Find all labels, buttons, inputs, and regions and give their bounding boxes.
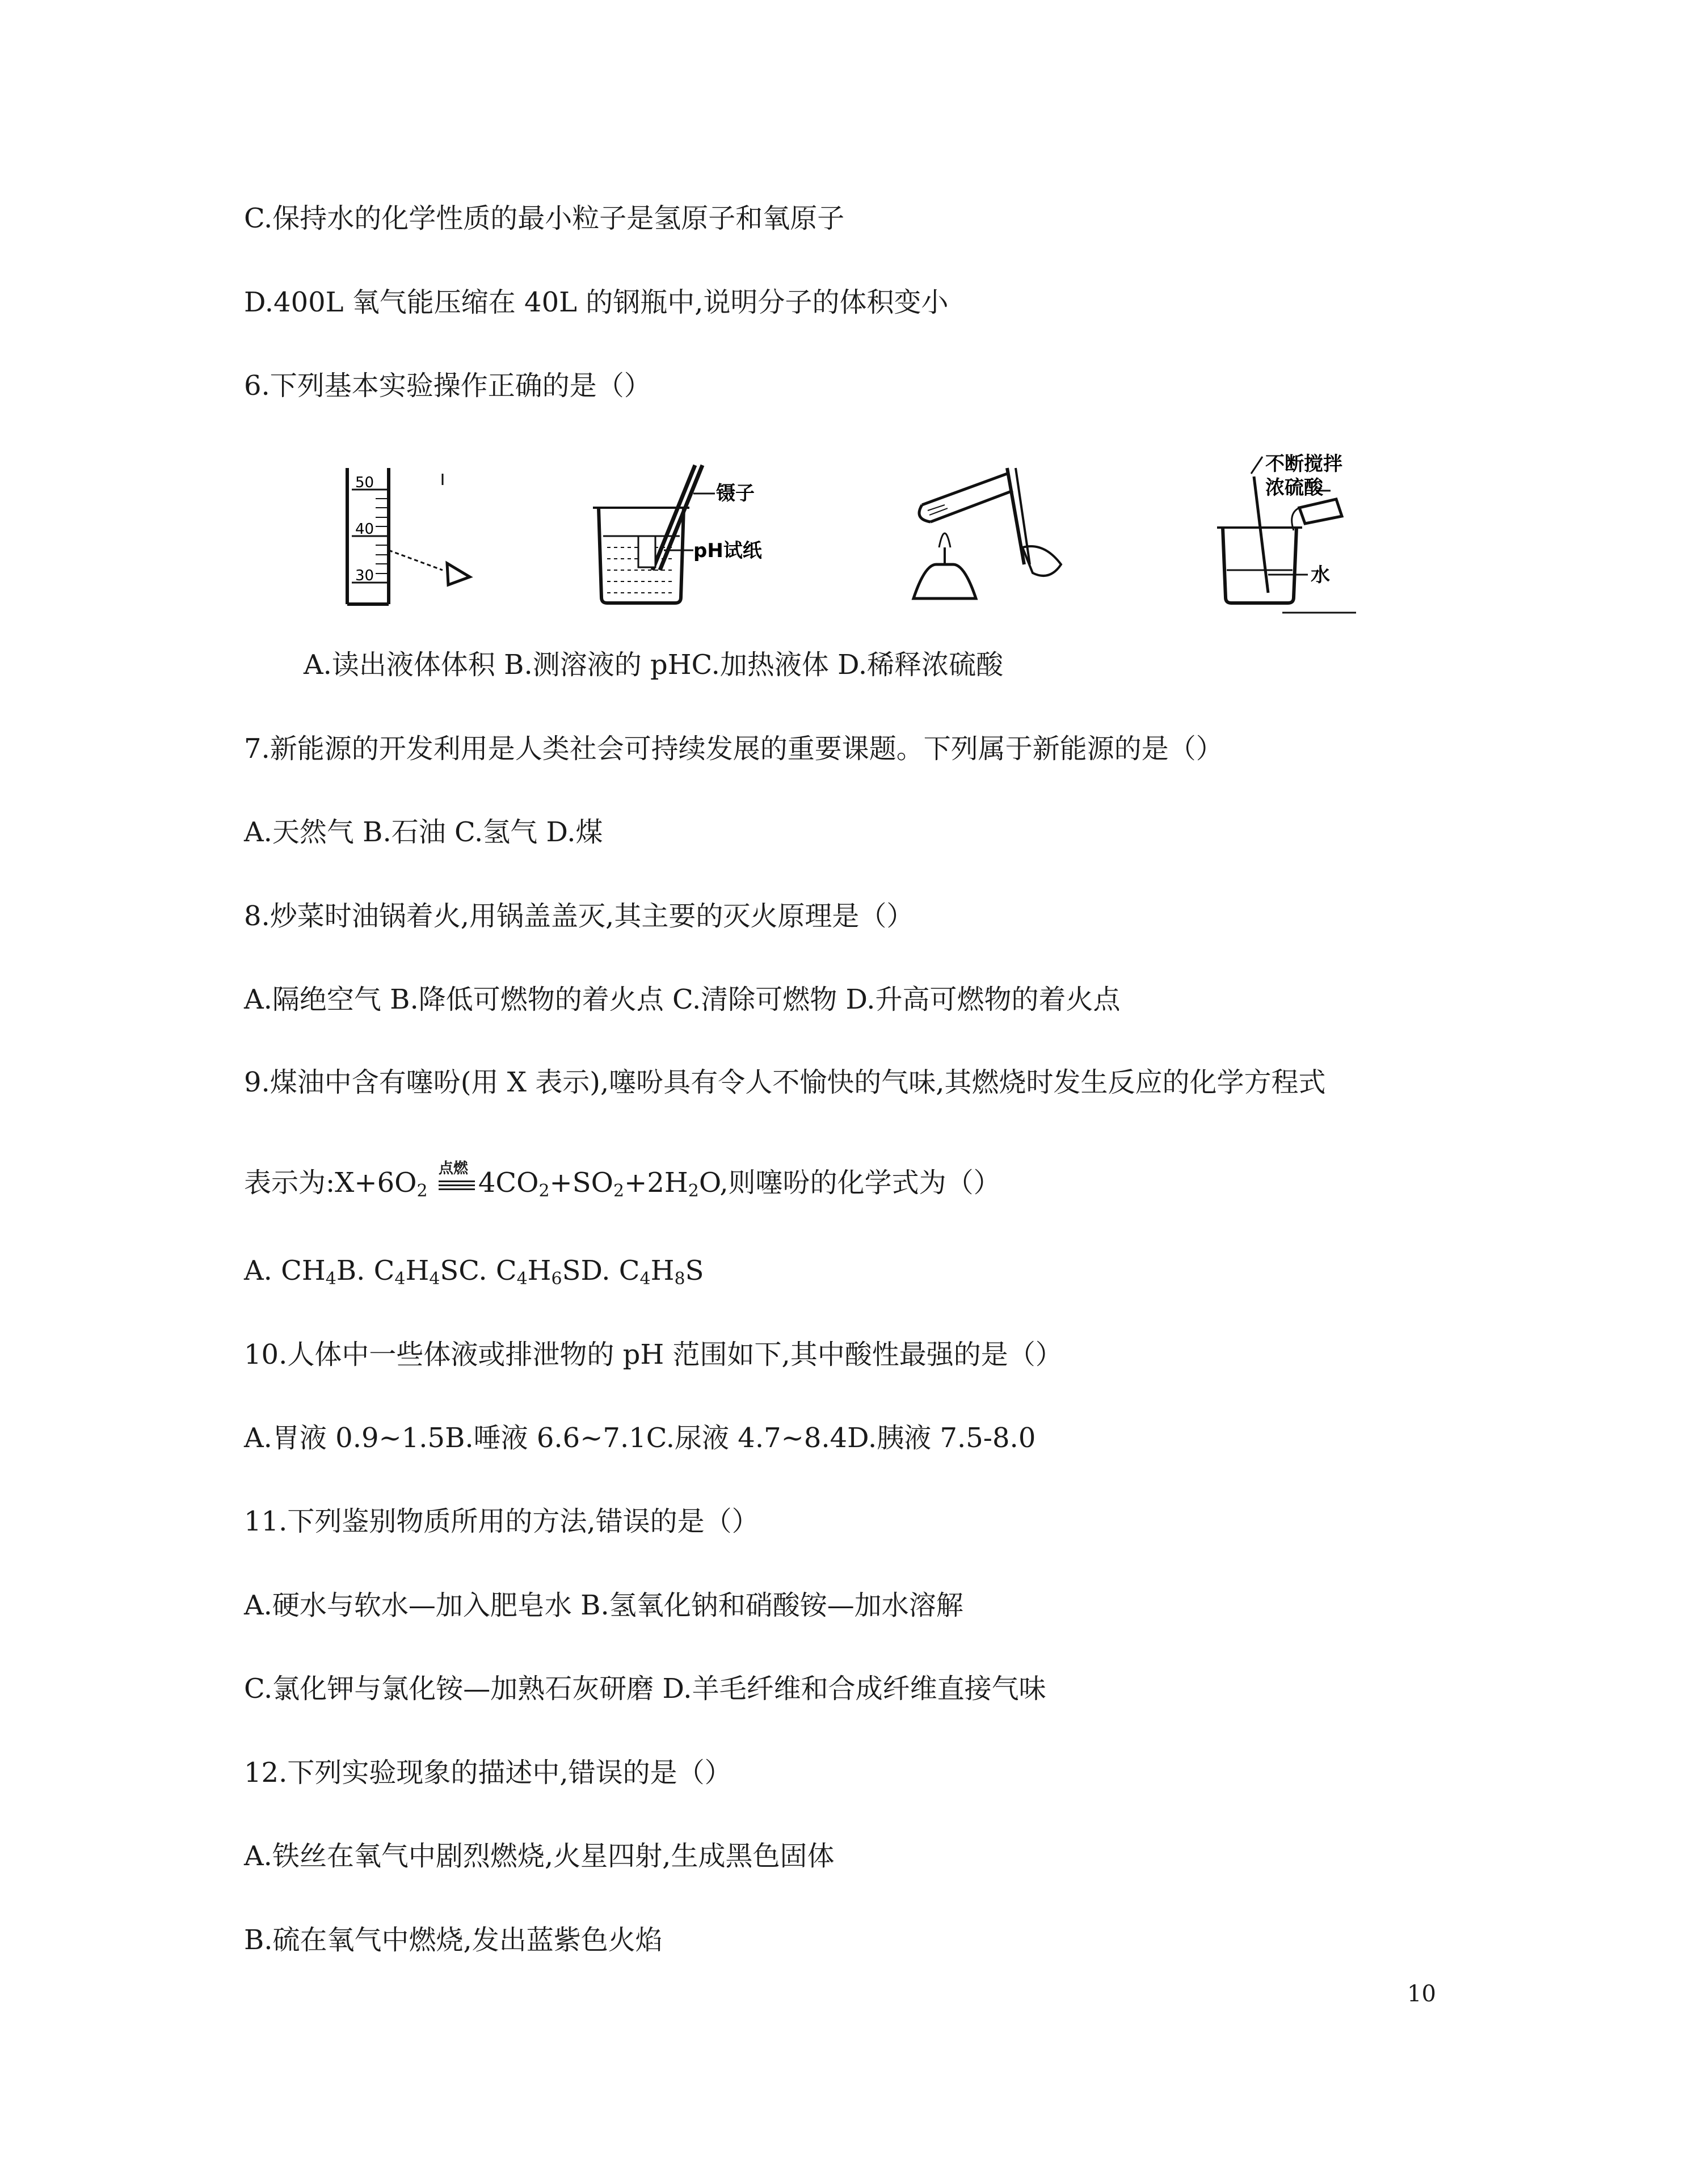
question-9-line-1: 9.煤油中含有噻吩(用 X 表示),噻吩具有令人不愉快的气味,其燃烧时发生反应的化学方程式 <box>244 1066 1326 1098</box>
alcohol-lamp-icon <box>914 564 976 598</box>
q11-options-ab: A.硬水与软水—加入肥皂水 B.氢氧化钠和硝酸铵—加水溶解 <box>244 1589 963 1621</box>
q6-options: A.读出液体体积 B.测溶液的 pHC.加热液体 D.稀释浓硫酸 <box>304 649 1004 681</box>
figure-dilute-acid <box>1209 451 1418 615</box>
question-10: 10.人体中一些体液或排泄物的 pH 范围如下,其中酸性最强的是（） <box>244 1339 1063 1371</box>
figure-ph-beaker <box>567 451 794 615</box>
label-concentrated-acid: 浓硫酸 <box>1265 477 1323 499</box>
figure-heating-liquid <box>902 451 1089 615</box>
question-8: 8.炒菜时油锅着火,用锅盖盖灭,其主要的灭火原理是（） <box>244 900 914 932</box>
q9-options: A. $CH_4B$. $C_4H_4SC$. $C_4H_6SD$. $C_4H_8S$ <box>244 1255 704 1289</box>
q11-options-cd: C.氯化钾与氯化铵—加熟石灰研磨 D.羊毛纤维和合成纤维直接气味 <box>244 1673 1046 1705</box>
label-ph-paper: pH试纸 <box>693 539 762 562</box>
q8-options: A.隔绝空气 B.降低可燃物的着火点 C.清除可燃物 D.升高可燃物的着火点 <box>244 984 1121 1015</box>
question-12: 12.下列实验现象的描述中,错误的是（） <box>244 1757 732 1789</box>
q12-option-a: A.铁丝在氧气中剧烈燃烧,火星四射,生成黑色固体 <box>244 1840 835 1872</box>
tick-label-40: 40 <box>355 521 374 538</box>
q5-option-d: D.400L 氧气能压缩在 40L 的钢瓶中,说明分子的体积变小 <box>244 286 949 318</box>
tick-label-30: 30 <box>355 567 374 584</box>
page-number: 10 <box>1407 1981 1436 2007</box>
chemical-equation: 表示为$:X+6O_2$ 点燃 $4CO_2+SO_2+2H_2O$,则噻吩的化学式为（） <box>244 1160 1001 1201</box>
label-stir: 不断搅拌 <box>1265 453 1342 475</box>
label-water: 水 <box>1311 564 1330 587</box>
q7-options: A.天然气 B.石油 C.氢气 D.煤 <box>244 816 603 848</box>
q10-options: A.胃液 0.9~1.5B.唾液 6.6~7.1C.尿液 4.7~8.4D.胰液 7.5-8.0 <box>244 1422 1036 1454</box>
reaction-condition: 点燃 <box>436 1167 478 1195</box>
q12-option-b: B.硫在氧气中燃烧,发出蓝紫色火焰 <box>244 1924 663 1956</box>
figure-measuring-cylinder <box>335 451 499 615</box>
tick-label-50: 50 <box>355 474 374 491</box>
question-7: 7.新能源的开发利用是人类社会可持续发展的重要课题。下列属于新能源的是（） <box>244 733 1223 765</box>
question-11: 11.下列鉴别物质所用的方法,错误的是（） <box>244 1506 759 1537</box>
question-6: 6.下列基本实验操作正确的是（） <box>244 370 651 402</box>
label-tweezers: 镊子 <box>716 482 755 505</box>
q5-option-c: C.保持水的化学性质的最小粒子是氢原子和氧原子 <box>244 203 845 234</box>
eye-icon <box>447 563 470 585</box>
